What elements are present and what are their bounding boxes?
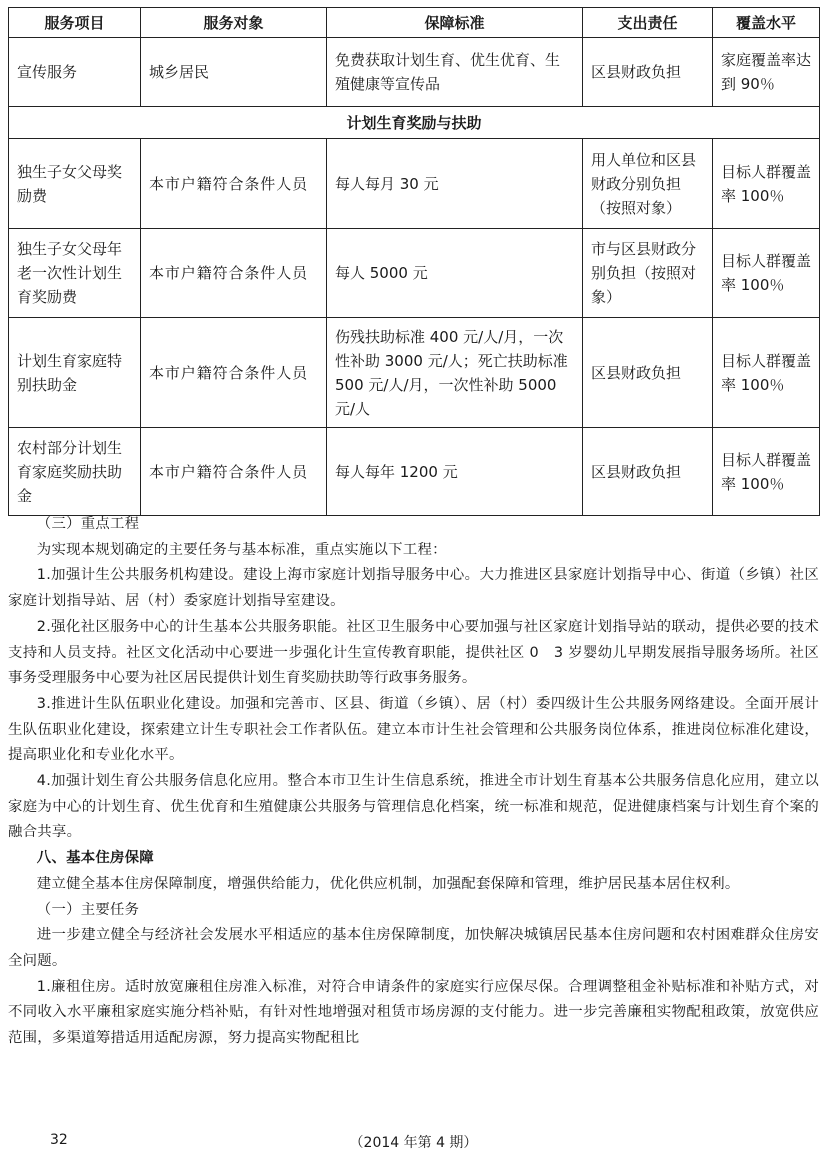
cell-target: 本市户籍符合条件人员 — [141, 428, 327, 516]
cell-responsibility: 区县财政负担 — [583, 318, 713, 428]
paragraph-rental-housing: 1.廉租住房。适时放宽廉租住房准入标准，对符合申请条件的家庭实行应保尽保。合理调整租金补贴标准和补贴方式，对不同收入水平廉租家庭实施分档补贴，有针对性地增强对租赁市场房源的支付能力。进一步完善廉租实物配租政策，放宽供应范围，多渠道筹措适用适配房源，努力提高实物配租比 — [8, 978, 819, 1047]
cell-item: 独生子女父母年老一次性计划生育奖励费 — [9, 229, 141, 318]
paragraph-project-2: 2.强化社区服务中心的计生基本公共服务职能。社区卫生服务中心要加强与社区家庭计划指导站的联动，提供必要的技术支持和人员支持。社区文化活动中心要进一步强化计生宣传教育职能，提供社区 0 3 岁婴幼儿早期发展指导服务场所。社区事务受理服务中心要为社区居民提供计划生育奖励扶助等行政事务服务。 — [8, 618, 819, 687]
table-row — [9, 318, 820, 428]
cell-item: 计划生育家庭特别扶助金 — [9, 318, 141, 428]
paragraph-intro: 为实现本规划确定的主要任务与基本标准，重点实施以下工程： — [36, 541, 447, 558]
table-row — [9, 229, 820, 318]
cell-coverage: 目标人群覆盖率 100％ — [713, 318, 820, 428]
header-responsibility: 支出责任 — [583, 8, 713, 38]
paragraph-housing: 建立健全基本住房保障制度，增强供给能力，优化供应机制，加强配套保障和管理，维护居民基本居住权利。 — [36, 875, 740, 892]
header-target: 服务对象 — [141, 8, 327, 38]
header-coverage: 覆盖水平 — [713, 8, 820, 38]
cell-item: 宣传服务 — [9, 38, 141, 107]
header-standard: 保障标准 — [327, 8, 583, 38]
paragraph-project-3: 3.推进计生队伍职业化建设。加强和完善市、区县、街道（乡镇）、居（村）委四级计生公共服务网络建设。全面开展计生队伍职业化建设，探索建立计生专职社会工作者队伍。建立本市计生社会管理和公共服务岗位体系，推进岗位标准化建设，提高职业化和专业化水平。 — [8, 695, 819, 764]
cell-responsibility: 区县财政负担 — [583, 38, 713, 107]
cell-responsibility: 区县财政负担 — [583, 428, 713, 516]
cell-target: 本市户籍符合条件人员 — [141, 229, 327, 318]
paragraph-tasks: 进一步建立健全与经济社会发展水平相适应的基本住房保障制度，加快解决城镇居民基本住房问题和农村困难群众住房安全问题。 — [8, 927, 819, 969]
table-row — [9, 38, 820, 107]
cell-coverage: 目标人群覆盖率 100％ — [713, 428, 820, 516]
table-row — [9, 428, 820, 516]
cell-standard: 伤残扶助标准 400 元/人/月，一次性补助 3000 元/人；死亡扶助标准 500 元/人/月，一次性补助 5000 元/人 — [327, 318, 583, 428]
section-title: 计划生育奖励与扶助 — [9, 107, 820, 139]
cell-standard: 每人每月 30 元 — [327, 139, 583, 229]
heading-main-tasks: （一）主要任务 — [36, 901, 140, 918]
cell-coverage: 家庭覆盖率达到 90％ — [713, 38, 820, 107]
heading-key-projects: （三）重点工程 — [36, 516, 140, 532]
cell-coverage: 目标人群覆盖率 100％ — [713, 229, 820, 318]
section-row — [9, 107, 820, 139]
cell-coverage: 目标人群覆盖率 100％ — [713, 139, 820, 229]
paragraph-project-4: 4.加强计划生育公共服务信息化应用。整合本市卫生计生信息系统，推进全市计划生育基本公共服务信息化应用，建立以家庭为中心的计划生育、优生优育和生殖健康公共服务与管理信息化档案，统一标准和规范，促进健康档案与计划生育个案的融合共享。 — [8, 773, 819, 841]
cell-target: 本市户籍符合条件人员 — [141, 139, 327, 229]
header-item: 服务项目 — [9, 8, 141, 38]
cell-standard: 每人 5000 元 — [327, 229, 583, 318]
heading-housing: 八、基本住房保障 — [36, 850, 154, 867]
table-header-row — [9, 8, 820, 38]
service-standards-table — [8, 7, 820, 516]
cell-item: 农村部分计划生育家庭奖励扶助金 — [9, 428, 141, 516]
page-number: 32 — [50, 1132, 68, 1148]
cell-responsibility: 市与区县财政分别负担（按照对象） — [583, 229, 713, 318]
paragraph-project-1: 1.加强计生公共服务机构建设。建设上海市家庭计划指导服务中心。大力推进区县家庭计划指导中心、街道（乡镇）社区家庭计划指导站、居（村）委家庭计划指导室建设。 — [8, 567, 819, 610]
cell-target: 城乡居民 — [141, 38, 327, 107]
cell-target: 本市户籍符合条件人员 — [141, 318, 327, 428]
table-row — [9, 139, 820, 229]
cell-item: 独生子女父母奖励费 — [9, 139, 141, 229]
document-body — [8, 512, 819, 1052]
cell-standard: 每人每年 1200 元 — [327, 428, 583, 516]
cell-standard: 免费获取计划生育、优生优育、生殖健康等宣传品 — [327, 38, 583, 107]
cell-responsibility: 用人单位和区县财政分别负担（按照对象） — [583, 139, 713, 229]
issue-label: （2014 年第 4 期） — [349, 1135, 478, 1151]
